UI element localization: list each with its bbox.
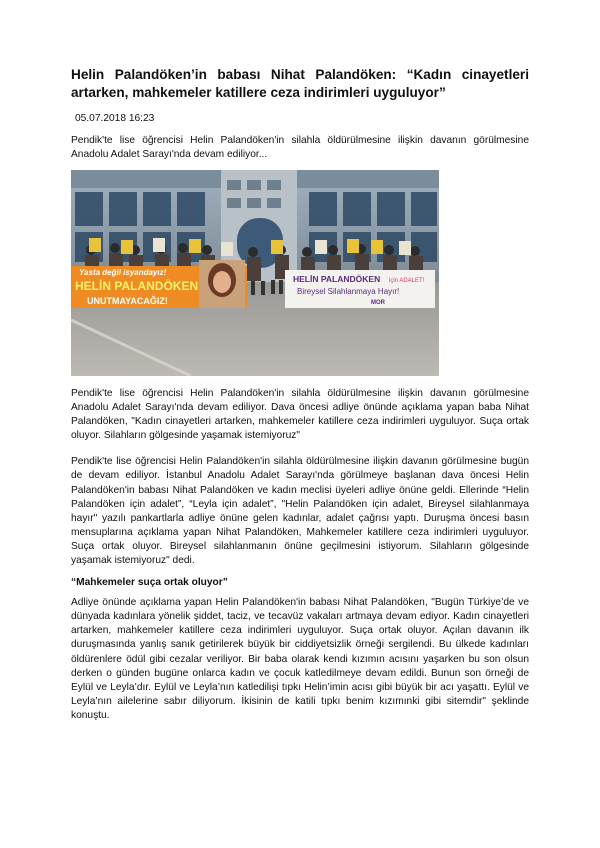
article-photo <box>71 170 439 376</box>
banner-right-bottom-text: Bireysel Silahlanmaya Hayır! <box>297 287 400 296</box>
banner-right-logo-text: MOR <box>371 300 385 306</box>
article-subheading: “Mahkemeler suça ortak oluyor” <box>71 577 228 589</box>
banner-left-main-text: HELİN PALANDÖKEN <box>75 279 199 293</box>
article-paragraph-2: Pendik'te lise öğrencisi Helin Palandöken'in silahla öldürülmesine ilişkin davanın görülmesine bugün de devam ediliyor. İstanbul Anadolu Adalet Sarayı'nda görülmeye başlanan dava öncesi Helin Palandöken'in babası Nihat Palandöken ve kadın meclisi üyeleri adliye önüne geldi. Ellerinde “Helin Palandöken için adalet”, “Leyla için adalet”, "Helin Palandöken için adalet, Bireysel silahlanmaya hayır" yazılı pankartlarla adliye önüne gelen kadınlar, adalet çağrısı yaptı. Duruşma öncesi basın mensuplarına açıklama yapan Nihat Palandöken, Mahkemeler katillere ceza indirimleri uyguluyor. Suça ortak oluyor. Bireysel silahlanmanın önüne geçilmesini istiyorum. Silahların gölgesinde yaşamak istemiyoruz" dedi. <box>71 456 529 567</box>
article <box>71 66 529 723</box>
article-date: 05.07.2018 16:23 <box>75 113 155 124</box>
article-paragraph-3: Adliye önünde açıklama yapan Helin Palandöken'in babası Nihat Palandöken, "Bugün Türkiye’de ve dünyada kadınlara yönelik şiddet, taciz, ve tecavüz vakaları artmaya devam ediyor. Kadın cinayetleri artarken, mahkemeler katillere ceza indirimleri uyguluyor. Suça ortak oluyor. Açılan davanın ilk duruşmasında yanlış sanık getirilerek büyük bir ciddiyetsizlik örneği sergilendi. Bu ülkede kadınları öldürenlere ödül gibi cezalar veriliyor. Bir baba olarak kendi kızımın acısını yaşarken bu son olsun derken o günden bugüne onlarca kadın ve çocuk katledilmeye devam edildi. Bunun son örneği de Eylül ve Leyla’dır. Eylül ve Leyla’nın katledilişi tıpkı Helin’imin acısı gibi büyük bir acı yaşattı. Eylül ve Leyla’nın ailelerine sabır diliyorum. İkisinin de katili tıpkı benim kızımınki gibi sitemdir" şeklinde konuştu. <box>71 597 529 721</box>
banner-left-bottom-text: UNUTMAYACAĞIZ! <box>87 296 168 306</box>
banner-right-top-text: HELİN PALANDÖKEN <box>293 274 381 284</box>
article-title: Helin Palandöken’in babası Nihat Palandöken: “Kadın cinayetleri artarken, mahkemeler katillere ceza indirimleri uyguluyor” <box>71 67 529 100</box>
banner-right-small-text: için ADALET! <box>389 278 425 284</box>
banner-left-top-text: Yasta değil isyandayız! <box>79 268 167 277</box>
protest-photo-illustration <box>71 170 439 376</box>
article-lead: Pendik'te lise öğrencisi Helin Palandöken'in silahla öldürülmesine ilişkin davanın görülmesine Anadolu Adalet Sarayı'nda devam ediliyor... <box>71 135 529 160</box>
article-paragraph-1: Pendik'te lise öğrencisi Helin Palandöken'in silahla öldürülmesine ilişkin davanın görülmesine Anadolu Adalet Sarayı'nda devam ediliyor. Dava öncesi adliye önünde açıklama yapan baba Nihat Palandöken, "Kadın cinayetleri artarken, mahkemeler katillere ceza indirimleri uyguluyor. Suça ortak oluyor. Silahların gölgesinde yaşamak istemiyoruz" <box>71 388 529 442</box>
